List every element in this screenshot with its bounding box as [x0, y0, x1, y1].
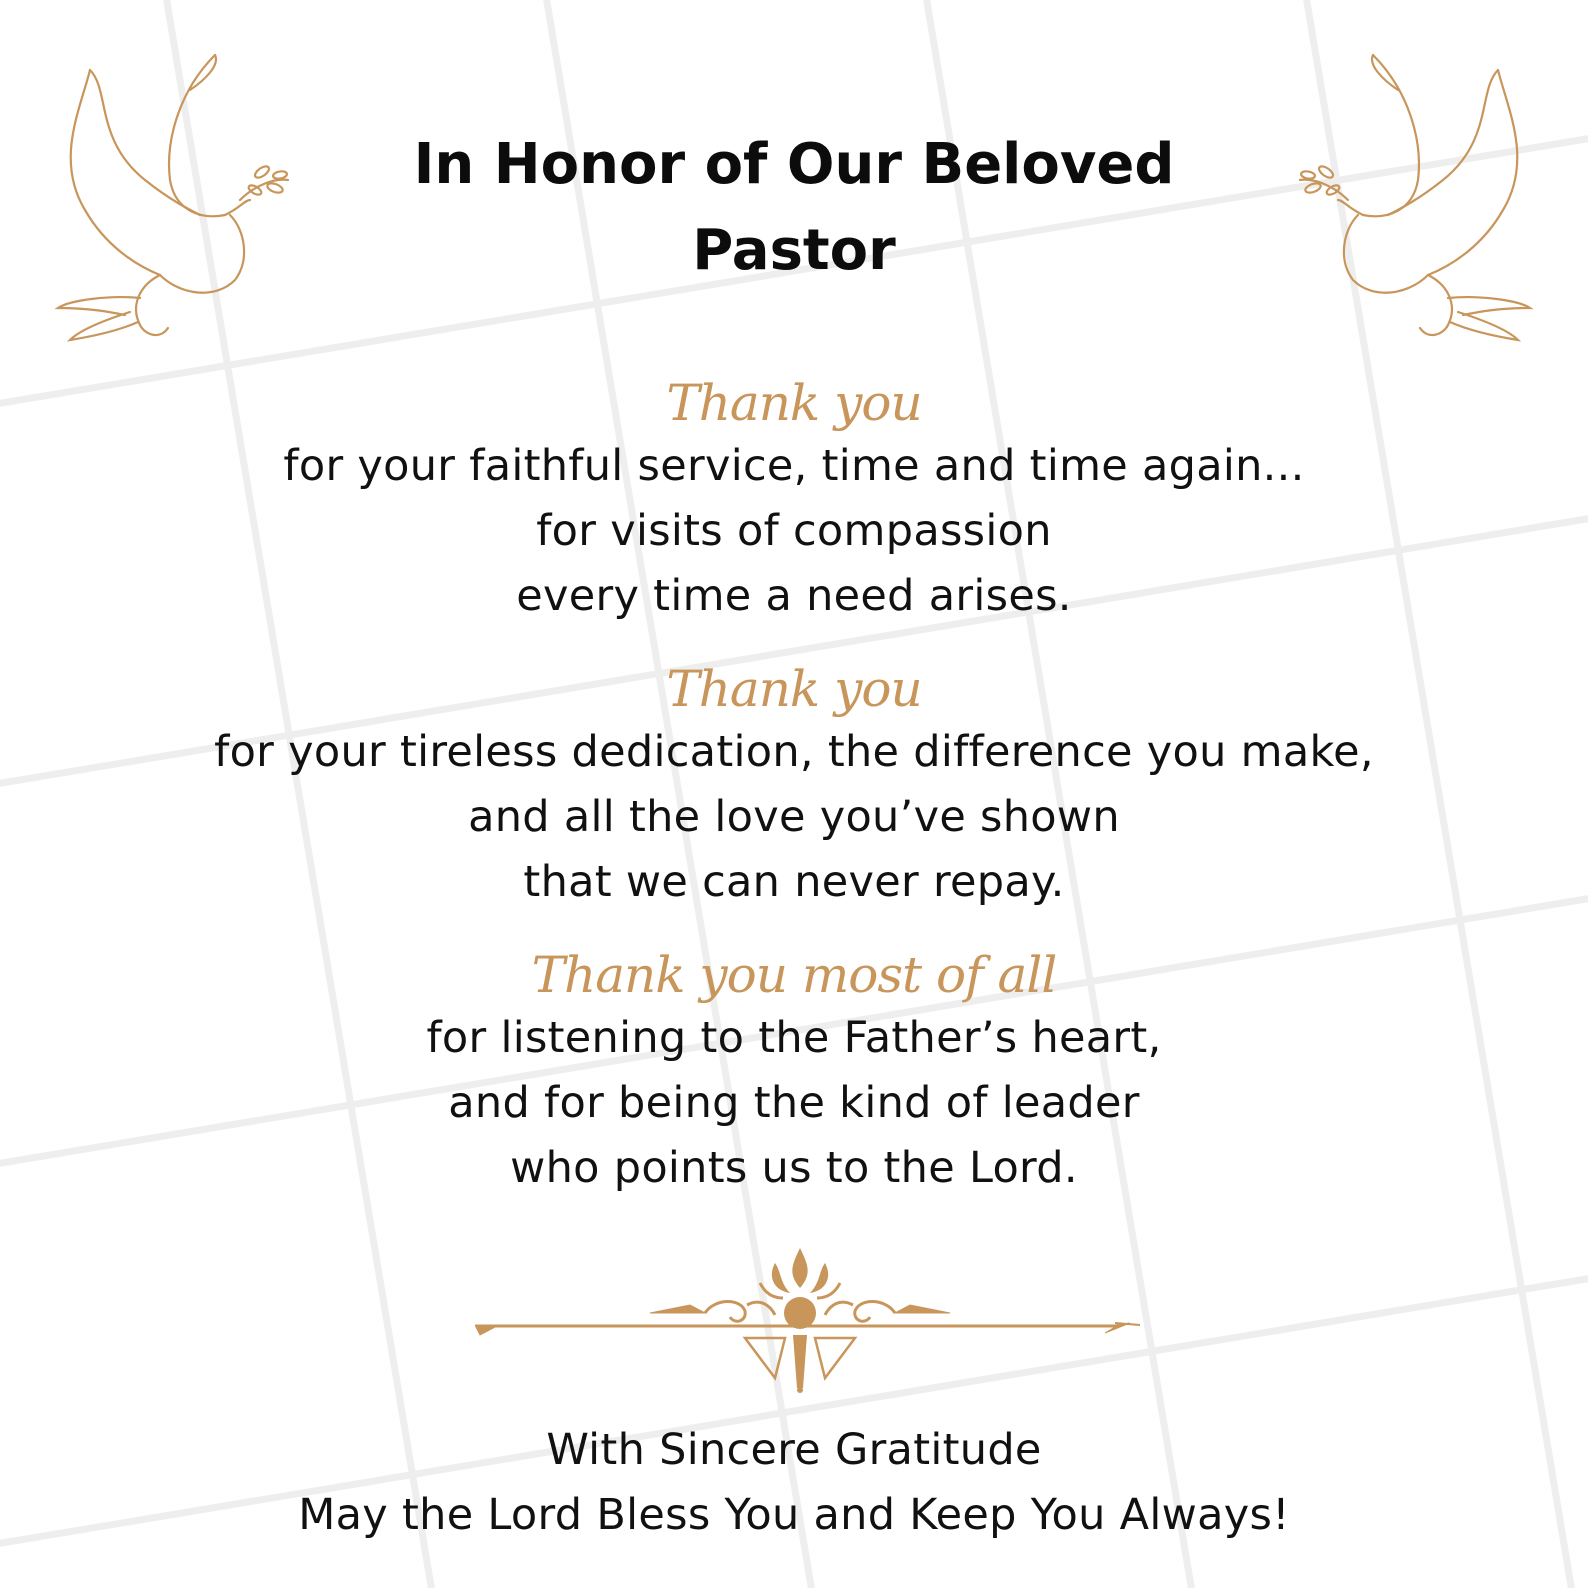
section-line: every time a need arises. [516, 571, 1072, 621]
dove-with-olive-branch-icon [1298, 50, 1538, 350]
thanks-section-1 [100, 372, 1488, 629]
section-line: who points us to the Lord. [510, 1143, 1078, 1193]
closing-line-2: May the Lord Bless You and Keep You Always! [298, 1490, 1290, 1540]
closing-line-1: With Sincere Gratitude [546, 1425, 1042, 1475]
section-line: and for being the kind of leader [448, 1078, 1140, 1128]
thanks-section-2 [100, 658, 1488, 915]
thanks-section-3 [100, 944, 1488, 1201]
section-line: for listening to the Father’s heart, [426, 1013, 1162, 1063]
section-line: for visits of compassion [536, 506, 1052, 556]
thanks-heading: Thank you [666, 374, 922, 432]
closing-message [100, 1418, 1488, 1548]
section-line: that we can never repay. [523, 857, 1065, 907]
title-line-1: In Honor of Our Beloved [413, 132, 1175, 197]
section-line: and all the love you’ve shown [468, 792, 1120, 842]
thanks-heading: Thank you [666, 660, 922, 718]
section-line: for your faithful service, time and time again... [283, 441, 1305, 491]
thanks-heading: Thank you most of all [531, 946, 1057, 1004]
section-line: for your tireless dedication, the difference you make, [214, 727, 1374, 777]
dove-with-olive-branch-icon [50, 50, 290, 350]
ornamental-fleur-divider-icon [475, 1243, 1140, 1393]
page-title [300, 122, 1288, 294]
title-line-2: Pastor [692, 218, 896, 283]
